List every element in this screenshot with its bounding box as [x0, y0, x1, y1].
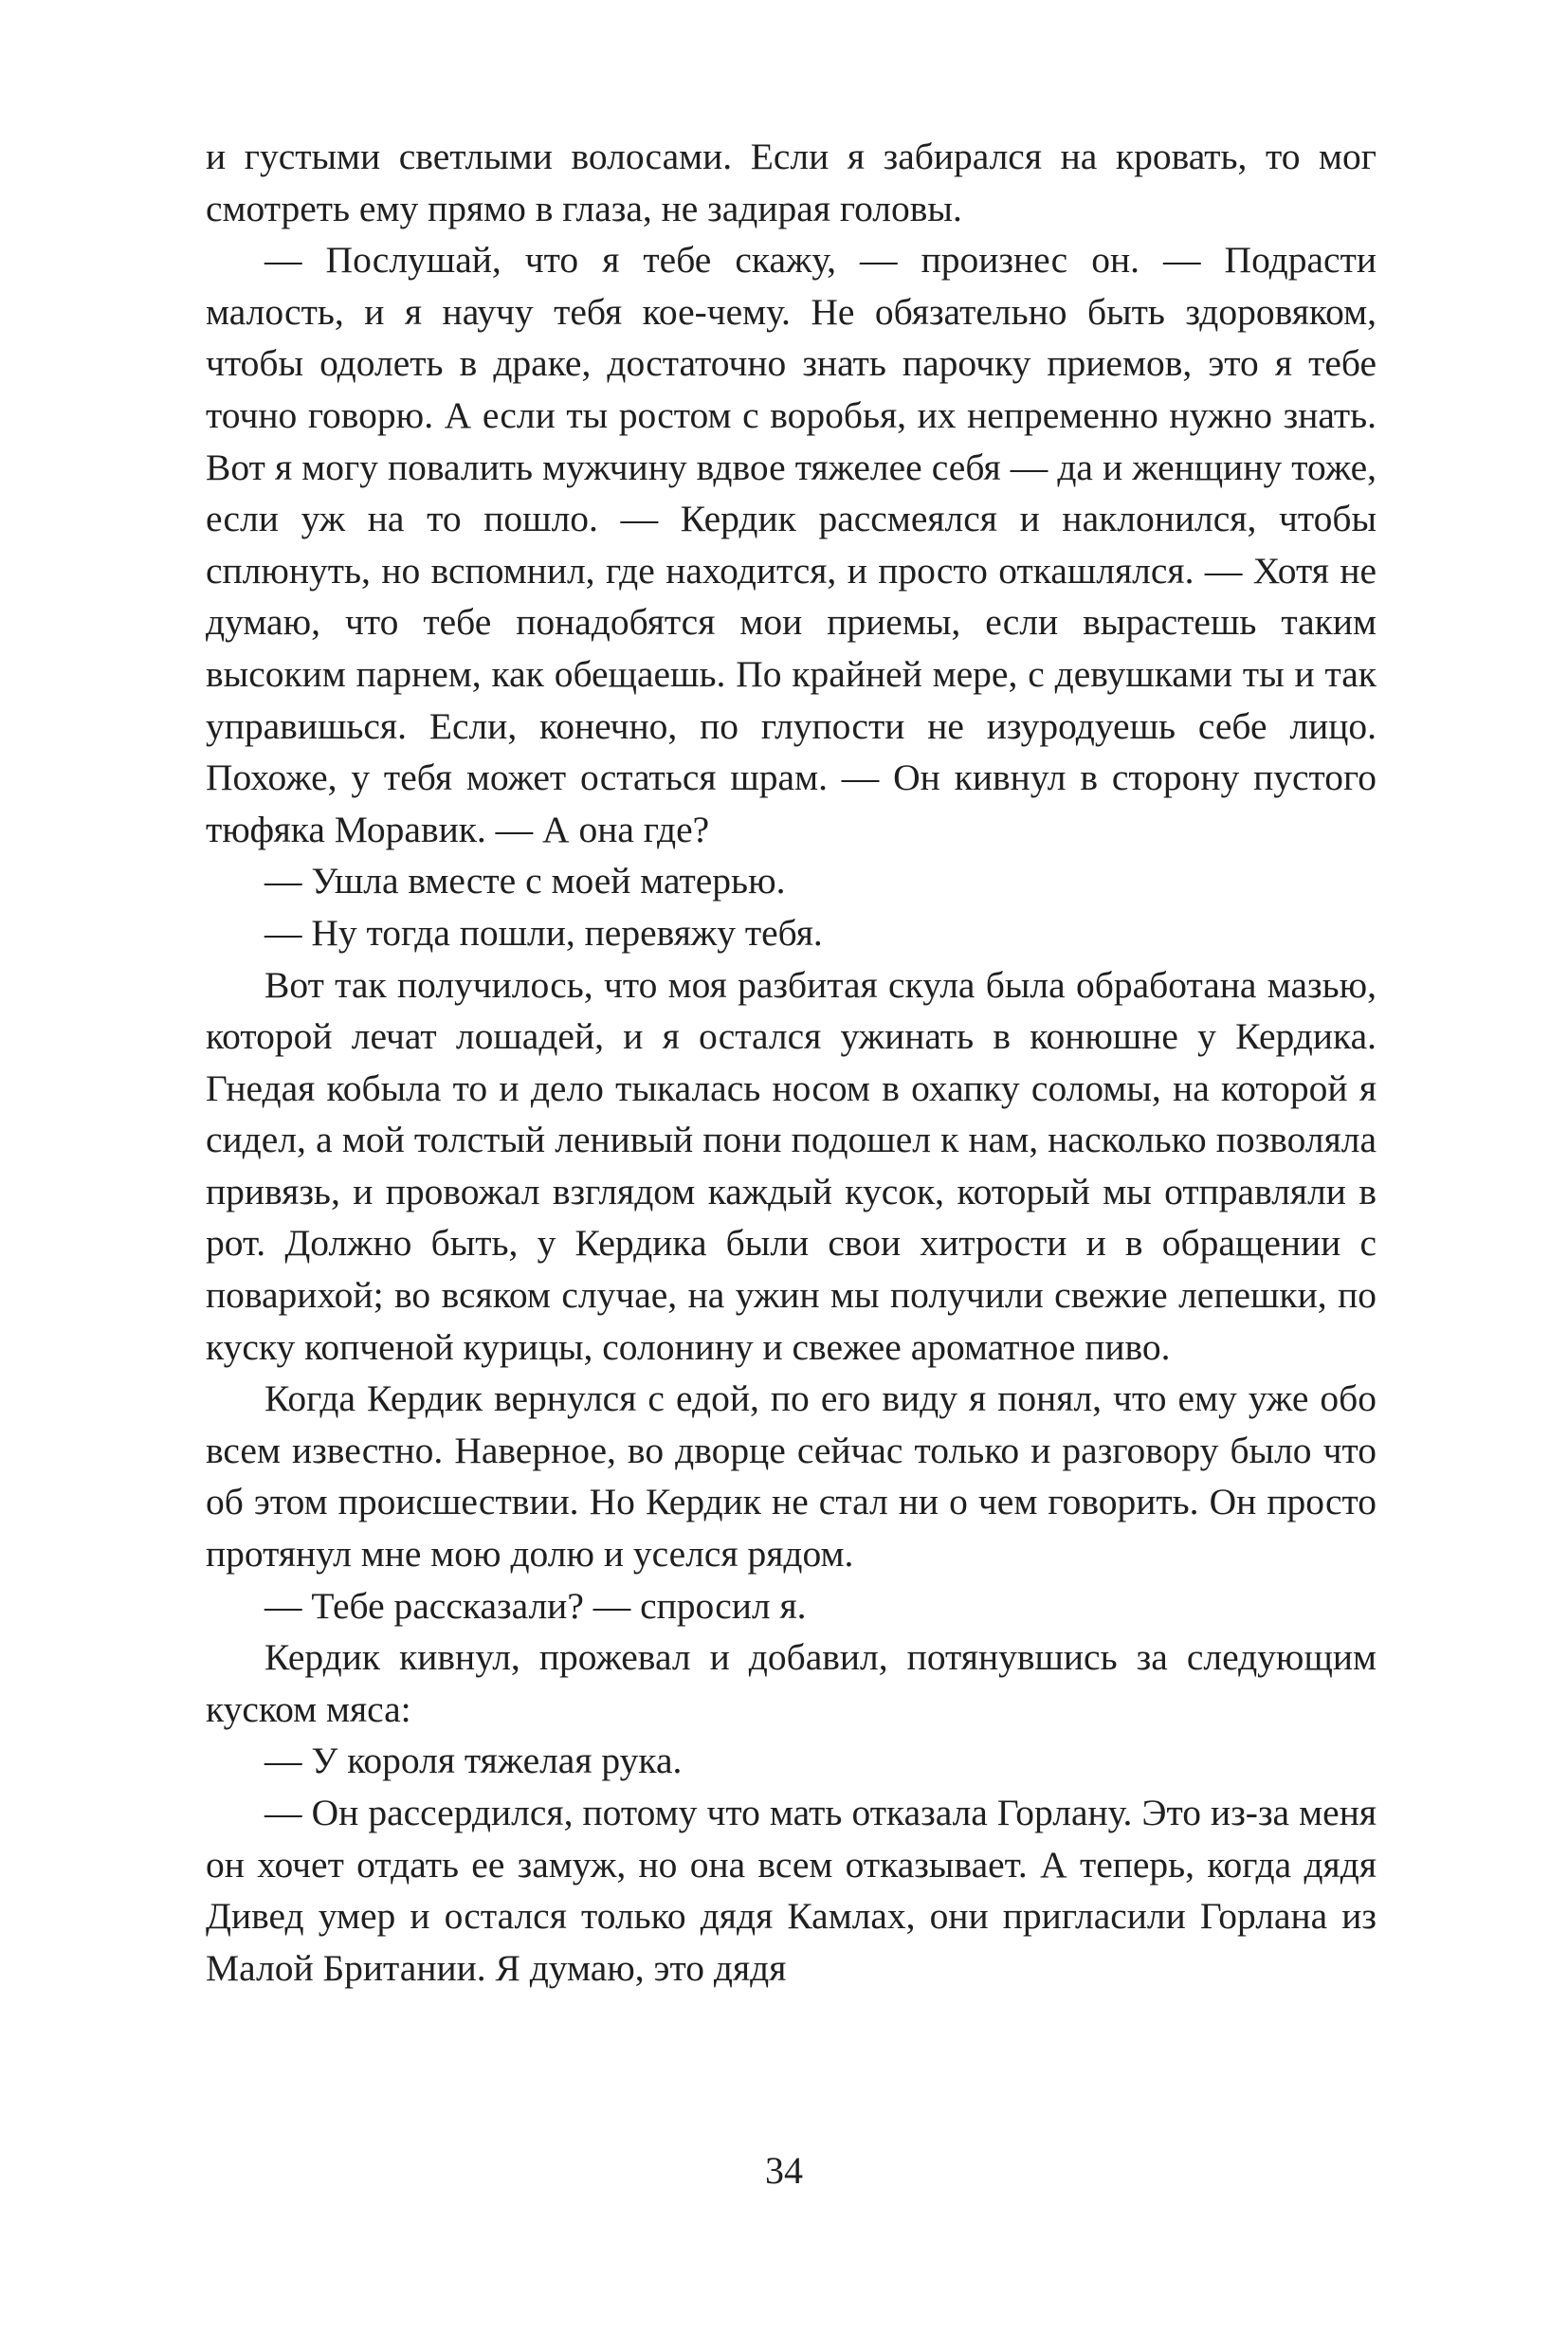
paragraph-7: — Тебе рассказали? — спросил я. — [264, 1584, 807, 1627]
paragraph-1: и густыми светлыми волосами. Если я забирался на кровать, то мог смотреть ему прямо в глаза, не задирая головы. — [206, 136, 1377, 229]
page-number: 34 — [765, 2149, 803, 2192]
paragraph-2: — Послушай, что я тебе скажу, — произнес он. — Подрасти малость, и я научу тебя кое-чему. Не обязательно быть здоровяком, чтобы одолеть в драке, достаточно знать парочку приемов, это я тебе точно говорю. А если ты ростом с воробья, их непременно нужно знать. Вот я могу повалить мужчину вдвое тяжелее себя — да и женщину тоже, если уж на то пошло. — Кердик рассмеялся и наклонился, чтобы сплюнуть, но вспомнил, где находится, и просто откашлялся. — Хотя не думаю, что тебе понадобятся мои приемы, если вырастешь таким высоким парнем, как обещаешь. По крайней мере, с девушками ты и так управишься. Если, конечно, по глупости не изуродуешь себе лицо. Похоже, у тебя может остаться шрам. — Он кивнул в сторону пустого тюфяка Моравик. — А она где? — [206, 239, 1377, 850]
paragraph-8: Кердик кивнул, прожевал и добавил, потянувшись за следующим куском мяса: — [206, 1636, 1377, 1730]
paragraph-6: Когда Кердик вернулся с едой, по его виду я понял, что ему уже обо всем известно. Наверное, во дворце сейчас только и разговору было что об этом происшествии. Но Кердик не стал ни о чем говорить. Он просто протянул мне мою долю и уселся рядом. — [206, 1377, 1377, 1576]
book-text — [206, 131, 1377, 1994]
page-body — [206, 131, 1377, 1994]
paragraph-3: — Ушла вместе с моей матерью. — [264, 860, 786, 902]
paragraph-10: — Он рассердился, потому что мать отказала Горлану. Это из-за меня он хочет отдать ее замуж, но она всем отказывает. А теперь, когда дядя Дивед умер и остался только дядя Камлах, они пригласили Горлана из Малой Британии. Я думаю, это дядя — [206, 1792, 1377, 1989]
paragraph-9: — У короля тяжелая рука. — [264, 1740, 683, 1782]
paragraph-4: — Ну тогда пошли, перевяжу тебя. — [264, 911, 823, 954]
paragraph-5: Вот так получилось, что моя разбитая скула была обработана мазью, которой лечат лошадей, и я остался ужинать в конюшне у Кердика. Гнедая кобыла то и дело тыкалась носом в охапку соломы, на которой я сидел, а мой толстый ленивый пони подошел к нам, насколько позволяла привязь, и провожал взглядом каждый кусок, который мы отправляли в рот. Должно быть, у Кердика были свои хитрости и в обращении с поварихой; во всяком случае, на ужин мы получили свежие лепешки, по куску копченой курицы, солонину и свежее ароматное пиво. — [206, 963, 1377, 1368]
